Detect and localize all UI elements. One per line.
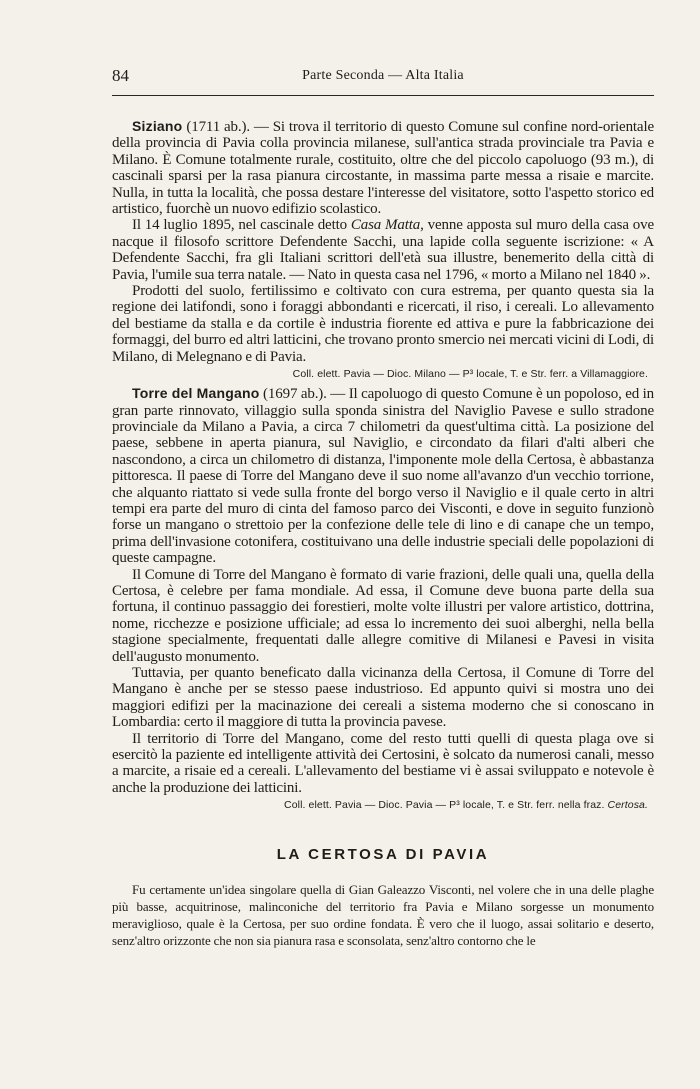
entry-title: Torre del Mangano: [132, 385, 260, 402]
entry-torre-paragraph-2: [112, 567, 654, 665]
header-rule: [112, 95, 654, 96]
running-head: Parte Seconda — Alta Italia: [302, 68, 464, 83]
entry-torre-paragraph-1: [112, 385, 654, 566]
page-body: [112, 118, 654, 949]
entry-torre-paragraph-4: [112, 731, 654, 797]
entry-siziano-paragraph-1: [112, 118, 654, 217]
collegio-place: Certosa.: [607, 799, 648, 812]
paragraph-text: Prodotti del suolo, fertilissimo e coltivato con cura estrema, per quanto questa sia la regione dei latifondi, sono i foraggi abbondanti e ricercati, il riso, i cereali. Lo allevamento del bestiame da stalla e da cortile è industria fiorente ed attiva e pure la fabbricazione dei formaggi, del burro ed altri latticini, che trovano pronto smercio nei mercati vicini di Lodi, di Milano, di Melegnano e di Pavia.: [112, 283, 654, 365]
paragraph-text: Tuttavia, per quanto beneficato dalla vicinanza della Certosa, il Comune di Torre del Mangano è anche per se stesso paese industrioso. Ed appunto quivi si mostra uno dei maggiori edifizi per la macinazione dei cereali a sistema moderno che si conoscano in Lombardia: certo il maggiore di tutta la provincia pavese.: [112, 665, 654, 731]
collegio-note: [112, 798, 654, 812]
entry-siziano-paragraph-2: [112, 217, 654, 283]
section-intro: [112, 881, 654, 949]
entry-population: (1697 ab.).: [263, 386, 327, 403]
paragraph-text: Il Comune di Torre del Mangano è formato di varie frazioni, delle quali una, quella della Certosa, è celebre per fama mondiale. Ad essa, il Comune deve buona parte della sua fortuna, il continuo passaggio dei forestieri, molte volte illustri per valore artistico, dottrina, nome, ricchezze e posizione ufficiale; ad essa lo incremento dei suoi alberghi, nella bella stagione specialmente, frequentati dalle allegre comitive di Milanesi e Pavesi in visita dell'augusto monumento.: [112, 566, 654, 665]
entry-siziano-paragraph-3: [112, 283, 654, 365]
paragraph-text: Il 14 luglio 1895, nel cascinale detto: [132, 217, 351, 234]
paragraph-text: — Il capoluogo di questo Comune è un popoloso, ed in gran parte rinnovato, villaggio sulla sponda sinistra del Naviglio Pavese e sullo stradone provinciale da Milano a Pavia, a circa 7 chilometri da quest'ultima città. La posizione del paese, sebbene in aperta pianura, sul Naviglio, e circondato da filari d'alti alberi che nascondono, a circa un chilometro di distanza, l'imponente mole della Certosa, è abbastanza pittoresca. Il paese di Torre del Mangano deve il suo nome all'avanzo d'un vecchio torrione, che alquanto riattato si vede sulla fronte del borgo verso il Naviglio e il quale certo in altri tempi era parte del muro di cinta del famoso parco dei Visconti, e dove in seguito funzionò forse un mangano o strettoio per la confezione delle tele di lino e di canape che un tempo, prima dell'invasione cotonifera, costituivano una delle industrie speciali delle popolazioni di queste campagne.: [112, 386, 654, 567]
page-number: 84: [112, 66, 129, 85]
page-header: [112, 66, 654, 88]
paragraph-text: — Si trova il territorio di questo Comune sul confine nord-orientale della provincia di Pavia colla provincia milanese, sull'antica strada provinciale tra Pavia e Milano. È Comune totalmente rurale, costituito, oltre che del piccolo capoluogo (93 m.), di cascinali sparsi per la rasa pianura circostante, in massima parte messa a risaie e marcite. Nulla, in tutta la località, che possa destare l'interesse del visitatore, sotto l'aspetto storico ed artistico, fuorchè un nuovo edifizio scolastico.: [112, 119, 654, 218]
collegio-text: Coll. elett. Pavia — Dioc. Pavia — P³ locale, T. e Str. ferr. nella fraz.: [284, 799, 608, 812]
place-name: Casa Matta: [350, 217, 421, 234]
collegio-note: Coll. elett. Pavia — Dioc. Milano — P³ locale, T. e Str. ferr. a Villamaggiore.: [292, 368, 648, 381]
section-intro-paragraph: Fu certamente un'idea singolare quella di Gian Galeazzo Visconti, nel volere che in una delle plaghe più basse, acquitrinose, malinconiche del territorio fra Pavia e Milano sorgesse un monumento meraviglioso, quale è la Certosa, per suo ordine fondata. È vero che il luogo, assai solitario e deserto, senz'altro orizzonte che non sia pianura rasa e sconsolata, senz'altro contorno che le: [112, 882, 654, 949]
entry-title: Siziano: [132, 118, 183, 134]
entry-torre-paragraph-3: [112, 665, 654, 731]
entry-population: (1711 ab.).: [186, 119, 250, 135]
paragraph-text: , venne apposta sul muro della casa ove nacque il filosofo scrittore Defendente Sacchi, una lapide colla seguente iscrizione: « A Defendente Sacchi, fra gli Italiani scrittori dell'età sua illustre, benemerito della città di Pavia, l'umile sua terra natale. — Nato in questa casa nel 1796, « morto a Milano nel 1840 ».: [112, 217, 654, 283]
section-title: LA CERTOSA DI PAVIA: [276, 846, 490, 864]
paragraph-text: Il territorio di Torre del Mangano, come del resto tutti quelli di questa plaga ove si esercitò la paziente ed intelligente attività dei Certosini, è solcato da numerosi canali, messo a marcite, a risaie ed a cereali. L'allevamento del bestiame vi è assai sviluppato e notevole è anche la produzione dei latticini.: [112, 730, 654, 796]
